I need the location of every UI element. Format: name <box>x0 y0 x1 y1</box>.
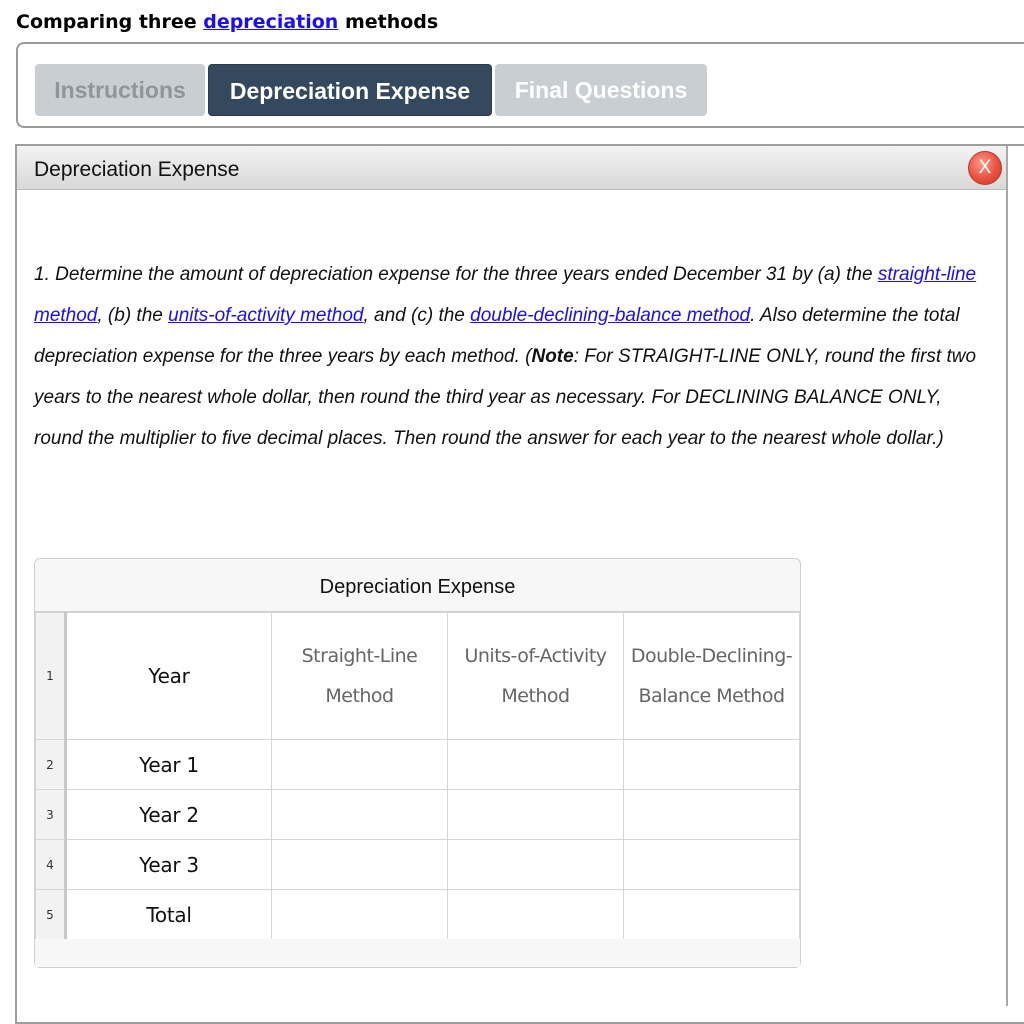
page-title-suffix: methods <box>338 11 439 33</box>
depreciation-expense-panel <box>15 144 1024 1024</box>
tab-depreciation-expense[interactable]: Depreciation Expense <box>208 64 492 116</box>
row-label: Year 2 <box>66 790 272 840</box>
depreciation-expense-worksheet <box>34 558 801 968</box>
depreciation-table <box>35 612 800 940</box>
double-declining-header: Double-Declining-Balance Method <box>624 613 800 740</box>
header-row <box>36 613 800 740</box>
question-text-part: , (b) the <box>97 305 169 326</box>
note-label: Note <box>531 346 574 367</box>
double-declining-input[interactable] <box>624 790 800 840</box>
table-row <box>36 840 800 890</box>
units-of-activity-input[interactable] <box>448 890 624 940</box>
row-number: 3 <box>36 790 66 840</box>
year-header: Year <box>66 613 272 740</box>
double-declining-input[interactable] <box>624 890 800 940</box>
row-number: 2 <box>36 740 66 790</box>
panel-divider <box>1006 146 1008 1006</box>
question-text <box>34 254 994 459</box>
tab-bar <box>16 42 1024 128</box>
units-of-activity-method-link[interactable]: units-of-activity method <box>168 305 364 326</box>
panel-title: Depreciation Expense <box>34 158 240 181</box>
row-number: 1 <box>36 613 66 740</box>
double-declining-input[interactable] <box>624 840 800 890</box>
page-title-prefix: Comparing three <box>16 11 204 33</box>
row-label: Total <box>66 890 272 940</box>
row-number: 4 <box>36 840 66 890</box>
panel-header <box>17 146 1007 190</box>
straight-line-input[interactable] <box>272 790 448 840</box>
row-label: Year 1 <box>66 740 272 790</box>
depreciation-link[interactable]: depreciation <box>203 11 339 33</box>
straight-line-input[interactable] <box>272 740 448 790</box>
straight-line-input[interactable] <box>272 890 448 940</box>
straight-line-input[interactable] <box>272 840 448 890</box>
units-of-activity-input[interactable] <box>448 840 624 890</box>
table-row <box>36 740 800 790</box>
table-footer <box>35 939 800 967</box>
double-declining-input[interactable] <box>624 740 800 790</box>
table-caption: Depreciation Expense <box>35 559 800 612</box>
question-text-part: 1. Determine the amount of depreciation expense for the three years ended December 31 by (a) the <box>34 264 878 285</box>
row-label: Year 3 <box>66 840 272 890</box>
table-row <box>36 890 800 940</box>
tab-instructions[interactable]: Instructions <box>35 64 205 116</box>
close-icon[interactable]: X <box>968 151 1002 185</box>
double-declining-balance-method-link[interactable]: double-declining-balance method <box>470 305 751 326</box>
page-title <box>16 8 438 36</box>
straight-line-header: Straight-Line Method <box>272 613 448 740</box>
units-of-activity-header: Units-of-Activity Method <box>448 613 624 740</box>
question-text-part: , and (c) the <box>363 305 471 326</box>
tab-final-questions[interactable]: Final Questions <box>495 64 707 116</box>
question-text-part: : For STRAIGHT-LINE ONLY, round the first two years to the nearest whole dollar, then round the third year as necessary. For DECLINING BALANCE ONLY, round the multiplier to five decimal places. Then round the answer for each year to the nearest whole dollar.) <box>34 346 977 449</box>
units-of-activity-input[interactable] <box>448 790 624 840</box>
straight-line-method-link[interactable]: straight-line method <box>34 264 977 326</box>
table-row <box>36 790 800 840</box>
question-text-part: . Also determine the total depreciation expense for the three years by each method. ( <box>34 305 960 367</box>
units-of-activity-input[interactable] <box>448 740 624 790</box>
row-number: 5 <box>36 890 66 940</box>
